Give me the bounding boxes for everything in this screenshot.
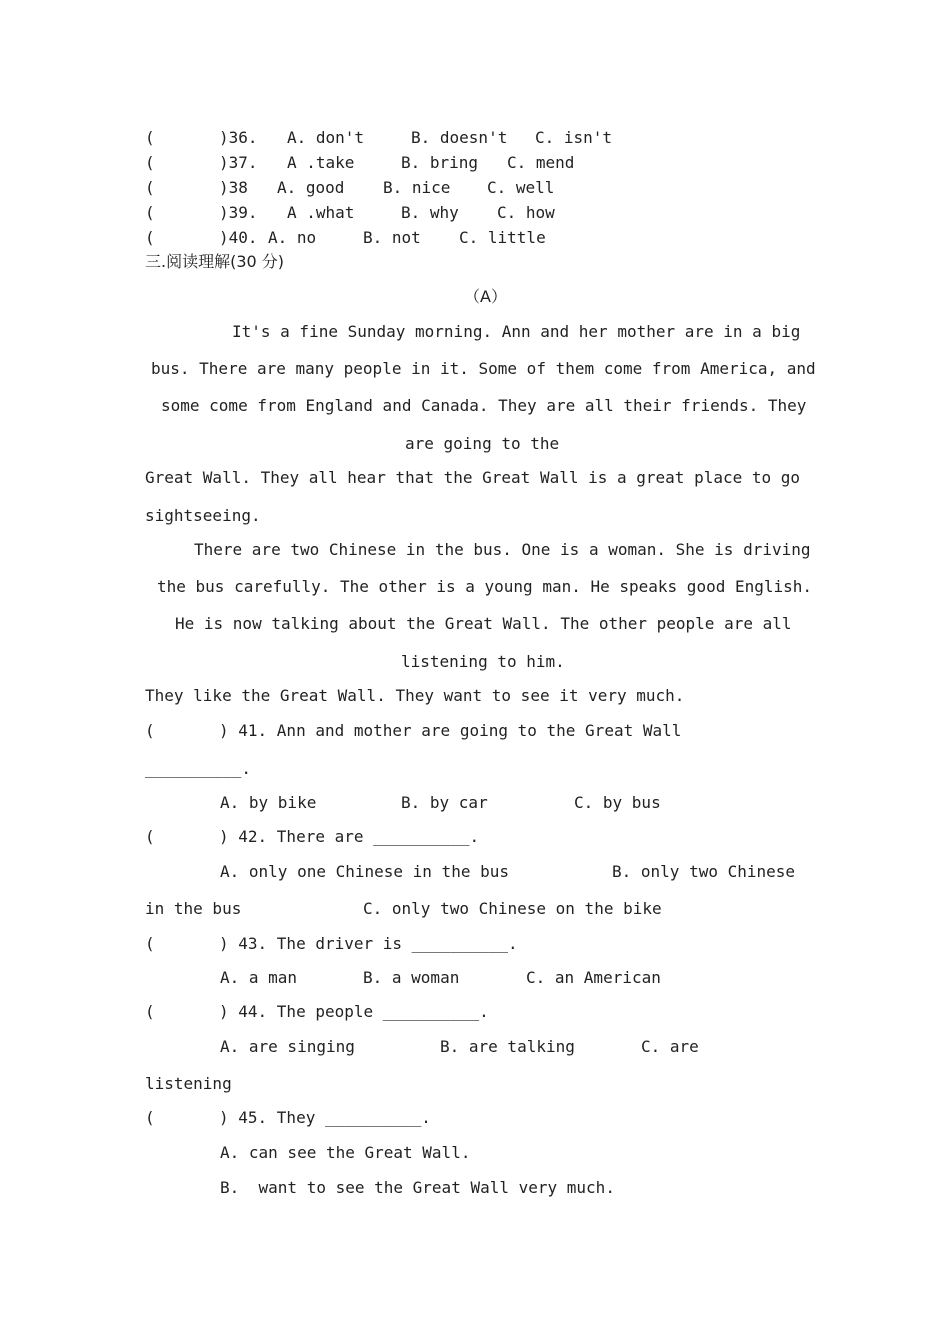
question-41: ( ) 41. Ann and mother are going to the Great Wall [145,721,682,740]
mc-39-b: B. why [401,203,459,222]
passage-line: bus. There are many people in it. Some of them come from America, and [151,359,816,378]
option-b: B. by car [401,793,488,812]
option-a: A. only one Chinese in the bus [220,862,509,881]
option-c: C. only two Chinese on the bike [363,899,662,918]
passage-line: sightseeing. [145,506,261,525]
section-title: 三.阅读理解(30 分) [145,252,285,271]
mc-36-c: C. isn't [535,128,613,147]
option-b: B. only two Chinese [612,862,796,881]
mc-37-c: C. mend [507,153,575,172]
passage-line: are going to the [405,434,560,453]
option-b: B. want to see the Great Wall very much. [220,1178,615,1197]
question-43: ( ) 43. The driver is __________. [145,934,518,953]
option-c: C. are [641,1037,699,1056]
option-a: A. are singing [220,1037,355,1056]
mc-39-c: C. how [497,203,555,222]
mc-row-37: ( )37. [145,153,258,172]
mc-40-c: C. little [459,228,546,247]
mc-row-39: ( )39. [145,203,258,222]
passage-line: the bus carefully. The other is a young man. He speaks good English. [157,577,813,596]
mc-37-a: A .take [287,153,355,172]
option-c: C. an American [526,968,661,987]
passage-label: （A） [464,287,507,306]
mc-row-36: ( )36. [145,128,258,147]
option-b: B. a woman [363,968,460,987]
mc-36-b: B. doesn't [411,128,508,147]
mc-38-b: B. nice [383,178,451,197]
mc-38-c: C. well [487,178,555,197]
question-45: ( ) 45. They __________. [145,1108,431,1127]
mc-40-a: A. no [268,228,317,247]
option-b: B. are talking [440,1037,575,1056]
passage-line: listening to him. [401,652,565,671]
answer-blank: __________. [145,759,251,778]
option-a: A. by bike [220,793,317,812]
mc-37-b: B. bring [401,153,479,172]
option-c: C. by bus [574,793,661,812]
mc-39-a: A .what [287,203,355,222]
mc-38-a: A. good [277,178,345,197]
question-42: ( ) 42. There are __________. [145,827,480,846]
passage-line: Great Wall. They all hear that the Great Wall is a great place to go [145,468,801,487]
passage-line: There are two Chinese in the bus. One is a woman. She is driving [194,540,811,559]
mc-40-b: B. not [363,228,421,247]
question-44: ( ) 44. The people __________. [145,1002,489,1021]
option-a: A. can see the Great Wall. [220,1143,471,1162]
passage-line: It's a fine Sunday morning. Ann and her mother are in a big [232,322,801,341]
passage-line: some come from England and Canada. They are all their friends. They [161,396,807,415]
mc-row-38: ( )38 [145,178,248,197]
option-c-cont: listening [145,1074,232,1093]
passage-line: He is now talking about the Great Wall. The other people are all [175,614,792,633]
option-a: A. a man [220,968,298,987]
mc-row-40: ( )40. [145,228,258,247]
mc-36-a: A. don't [287,128,365,147]
option-b-cont: in the bus [145,899,242,918]
passage-line: They like the Great Wall. They want to see it very much. [145,686,685,705]
